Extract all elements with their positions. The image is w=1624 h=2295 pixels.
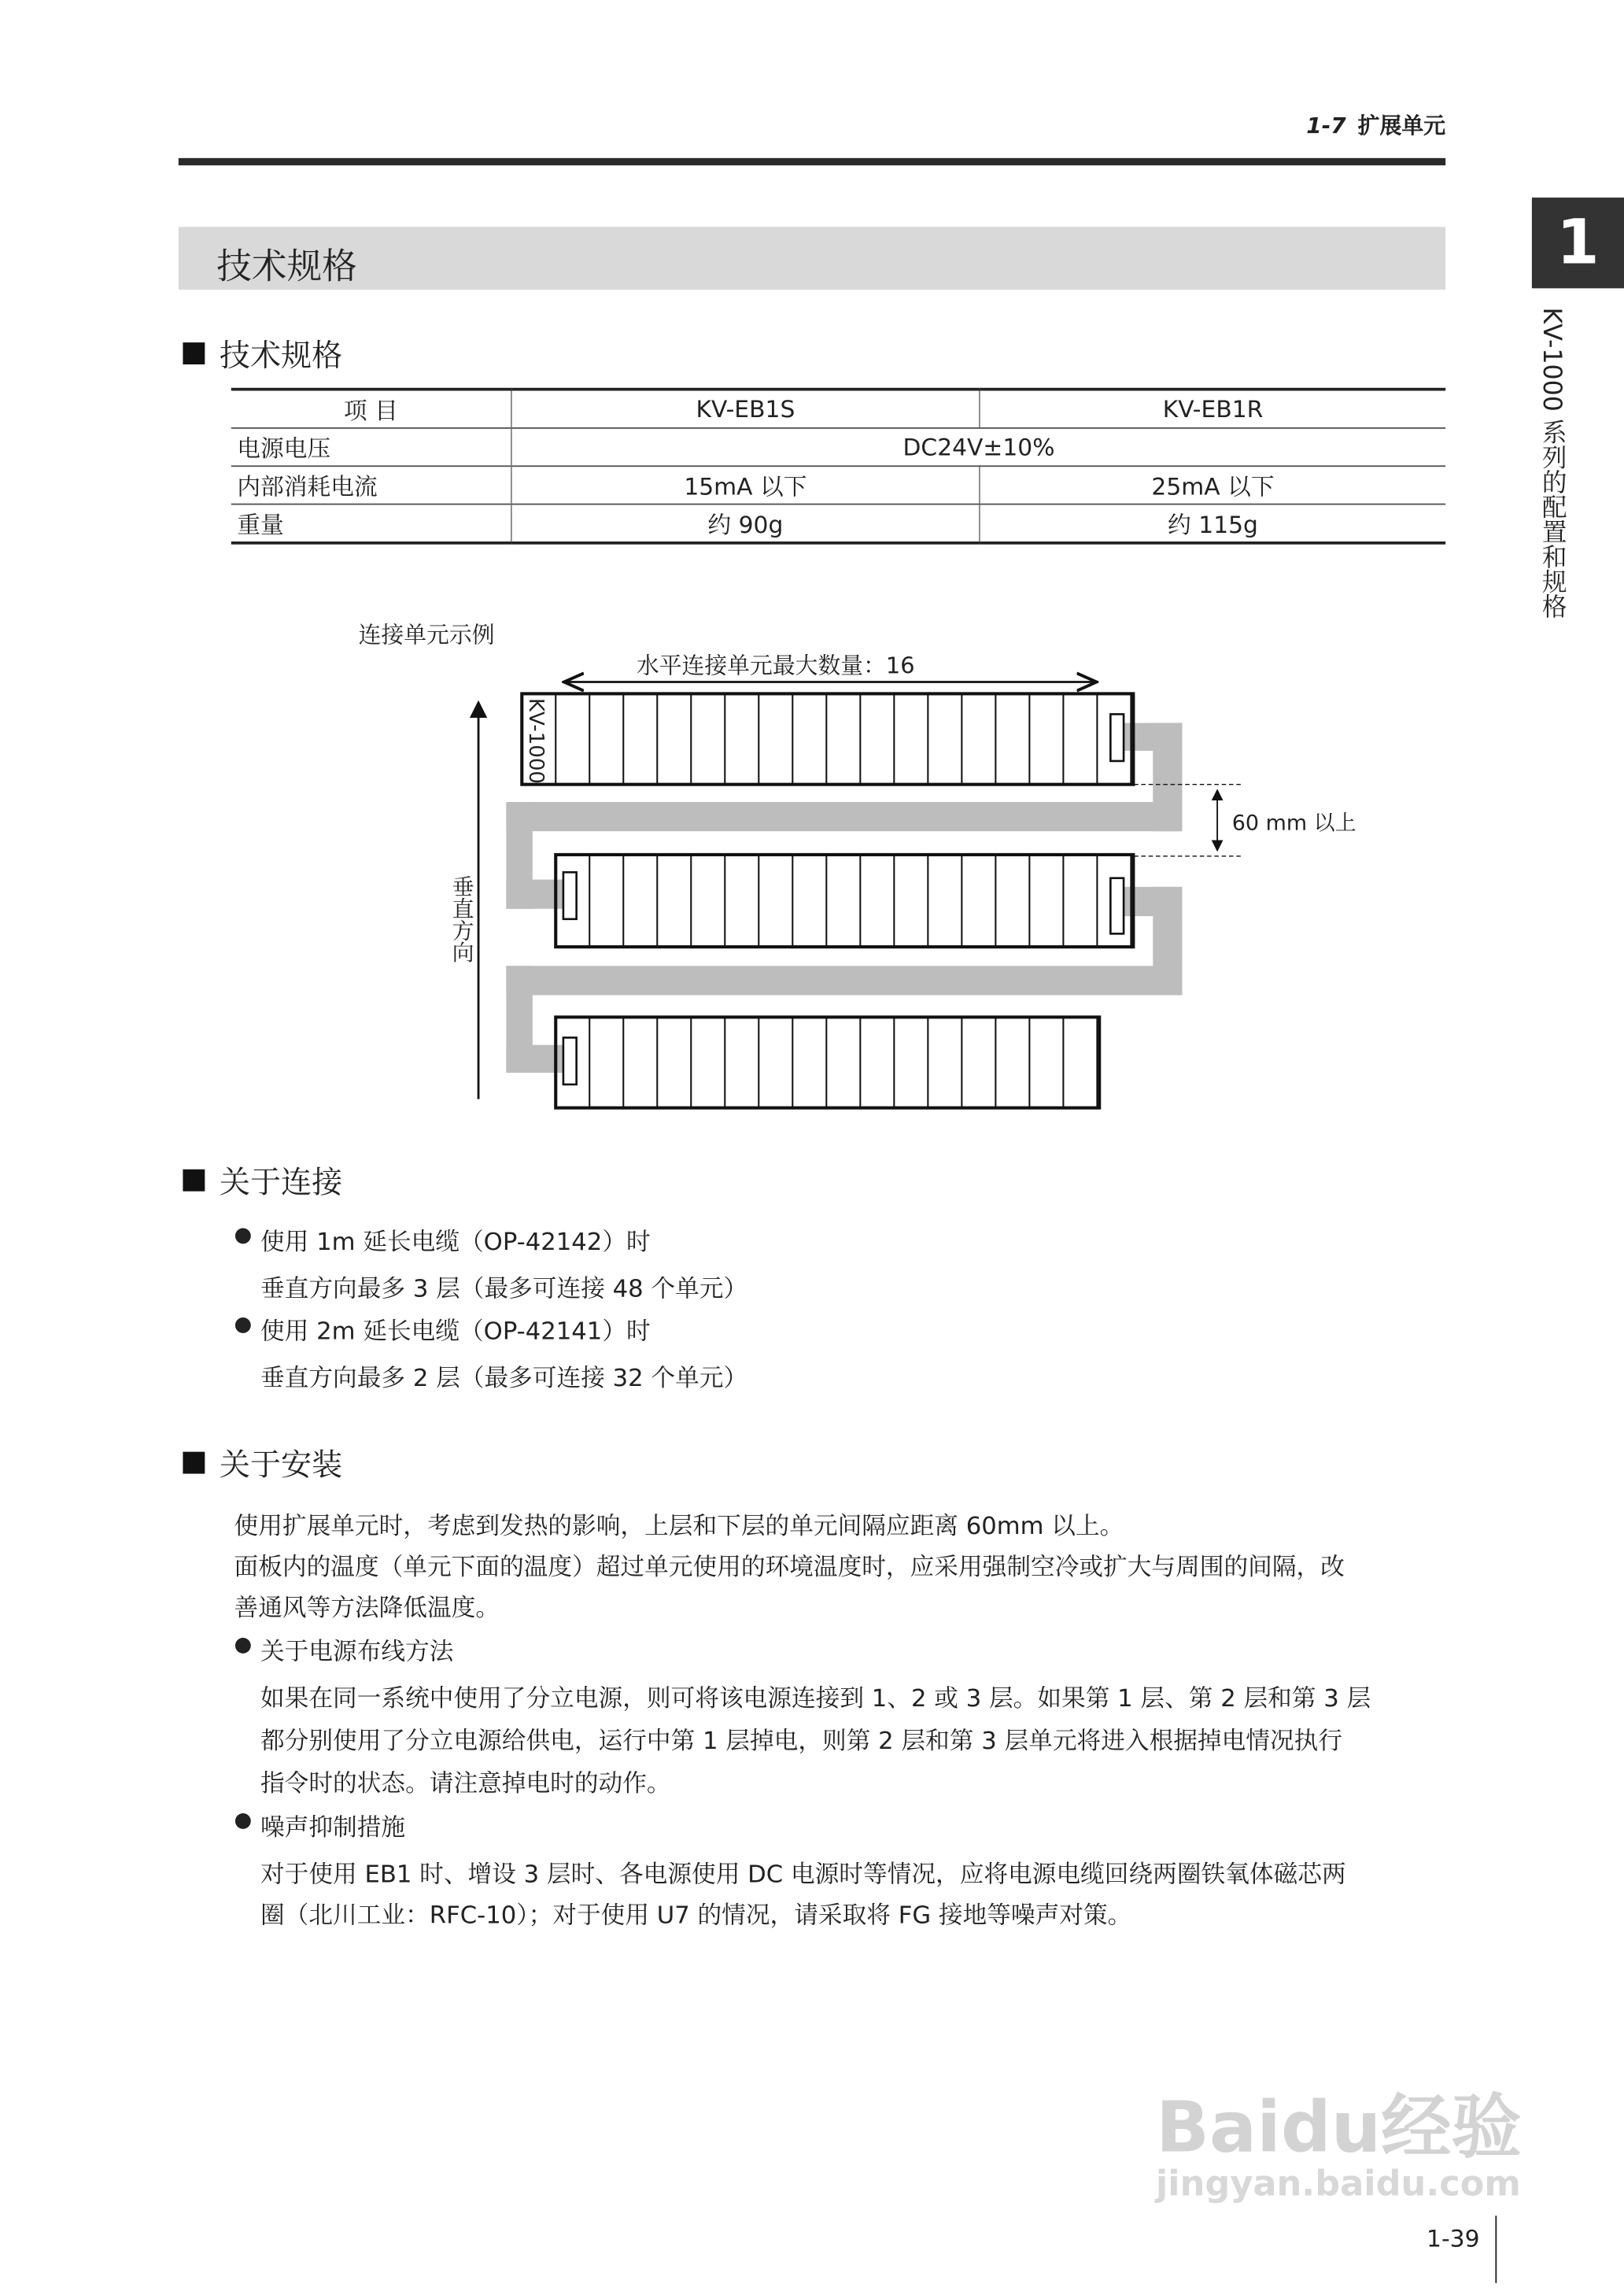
connector-icon	[563, 872, 577, 919]
extension-cables	[506, 723, 1182, 1073]
diagram-caption: 连接单元示例	[358, 622, 495, 649]
row-label: 重量	[231, 504, 511, 543]
column-header: KV-EB1R	[980, 390, 1445, 428]
spacing-label: 60 mm 以上	[1231, 812, 1356, 836]
cable	[506, 880, 570, 909]
cell: 约 90g	[511, 504, 980, 543]
paragraph-line: 善通风等方法降低温度。	[234, 1593, 500, 1622]
row-label: 内部消耗电流	[231, 466, 511, 504]
cable	[506, 966, 1182, 995]
connector-icon	[1110, 714, 1124, 761]
cell: 15mA 以下	[511, 466, 980, 504]
paragraph-line: 指令时的状态。请注意掉电时的动作。	[260, 1769, 671, 1798]
baidu-watermark-url: jingyan.baidu.com	[1156, 2163, 1521, 2204]
section-number: 1-7	[1306, 113, 1346, 139]
connector-icon	[1110, 878, 1124, 934]
bullet-icon: ●	[234, 1809, 253, 1833]
unit-row-1	[522, 693, 1133, 784]
bullet-icon: ●	[234, 1633, 253, 1657]
paragraph-line: 圈（北川工业：RFC-10）；对于使用 U7 的情况，请采取将 FG 接地等噪声对策。	[260, 1901, 1132, 1929]
page-number-rule	[1495, 2216, 1497, 2283]
row-label: 电源电压	[231, 428, 511, 466]
page-number: 1-39	[1427, 2224, 1480, 2252]
paragraph-line: 对于使用 EB1 时、增设 3 层时、各电源使用 DC 电源时等情况，应将电源电缆回绕两圈铁氧体磁芯两	[260, 1860, 1346, 1888]
installation-heading: 关于安装	[183, 1442, 342, 1486]
cpu-label: KV-1000	[523, 697, 548, 784]
bullet-icon: ●	[234, 1223, 253, 1247]
connection-detail: 垂直方向最多 2 层（最多可连接 32 个单元）	[260, 1364, 748, 1392]
column-header: 项 目	[231, 390, 511, 428]
section-title: 扩展单元	[1357, 113, 1446, 139]
column-header: KV-EB1S	[511, 390, 980, 428]
paragraph-line: 如果在同一系统中使用了分立电源，则可将该电源连接到 1、2 或 3 层。如果第 1 层、第 2 层和第 3 层	[260, 1684, 1371, 1713]
specs-heading: 技术规格	[183, 332, 342, 376]
paragraph-line: 都分别使用了分立电源给供电，运行中第 1 层掉电，则第 2 层和第 3 层单元将进入根据掉电情况执行	[260, 1727, 1343, 1755]
vertical-direction-label: 垂直方向	[448, 874, 476, 963]
connection-item: 使用 2m 延长电缆（OP-42141）时	[260, 1317, 651, 1345]
cable	[506, 802, 1182, 831]
baidu-watermark-logo: Baidu经验	[1156, 2086, 1522, 2169]
cell: 约 115g	[980, 504, 1445, 543]
square-bullet-icon	[183, 1452, 205, 1474]
cell: 25mA 以下	[980, 466, 1445, 504]
bullet-icon: ●	[234, 1312, 253, 1336]
noise-bullet: 噪声抑制措施	[260, 1813, 406, 1842]
connection-detail: 垂直方向最多 3 层（最多可连接 48 个单元）	[260, 1274, 748, 1303]
unit-row-3	[555, 1017, 1099, 1107]
connection-heading: 关于连接	[183, 1159, 342, 1203]
chapter-number-tab: 1	[1532, 198, 1624, 288]
paragraph-line: 使用扩展单元时，考虑到发热的影响，上层和下层的单元间隔应距离 60mm 以上。	[234, 1511, 1124, 1540]
cable	[506, 1045, 570, 1073]
unit-row-2	[555, 855, 1133, 947]
connector-icon	[563, 1037, 577, 1085]
chapter-title-vertical: KV-1000 系列的配置和规格	[1536, 307, 1566, 619]
square-bullet-icon	[183, 1170, 205, 1192]
power-wiring-bullet: 关于电源布线方法	[260, 1637, 454, 1666]
page-title: 技术规格	[216, 246, 357, 287]
horizontal-max-label: 水平连接单元最大数量：16	[636, 652, 915, 679]
cell: DC24V±10%	[511, 428, 1445, 466]
paragraph-line: 面板内的温度（单元下面的温度）超过单元使用的环境温度时，应采用强制空冷或扩大与周围的间隔，改	[234, 1552, 1345, 1581]
connection-item: 使用 1m 延长电缆（OP-42142）时	[260, 1228, 651, 1256]
